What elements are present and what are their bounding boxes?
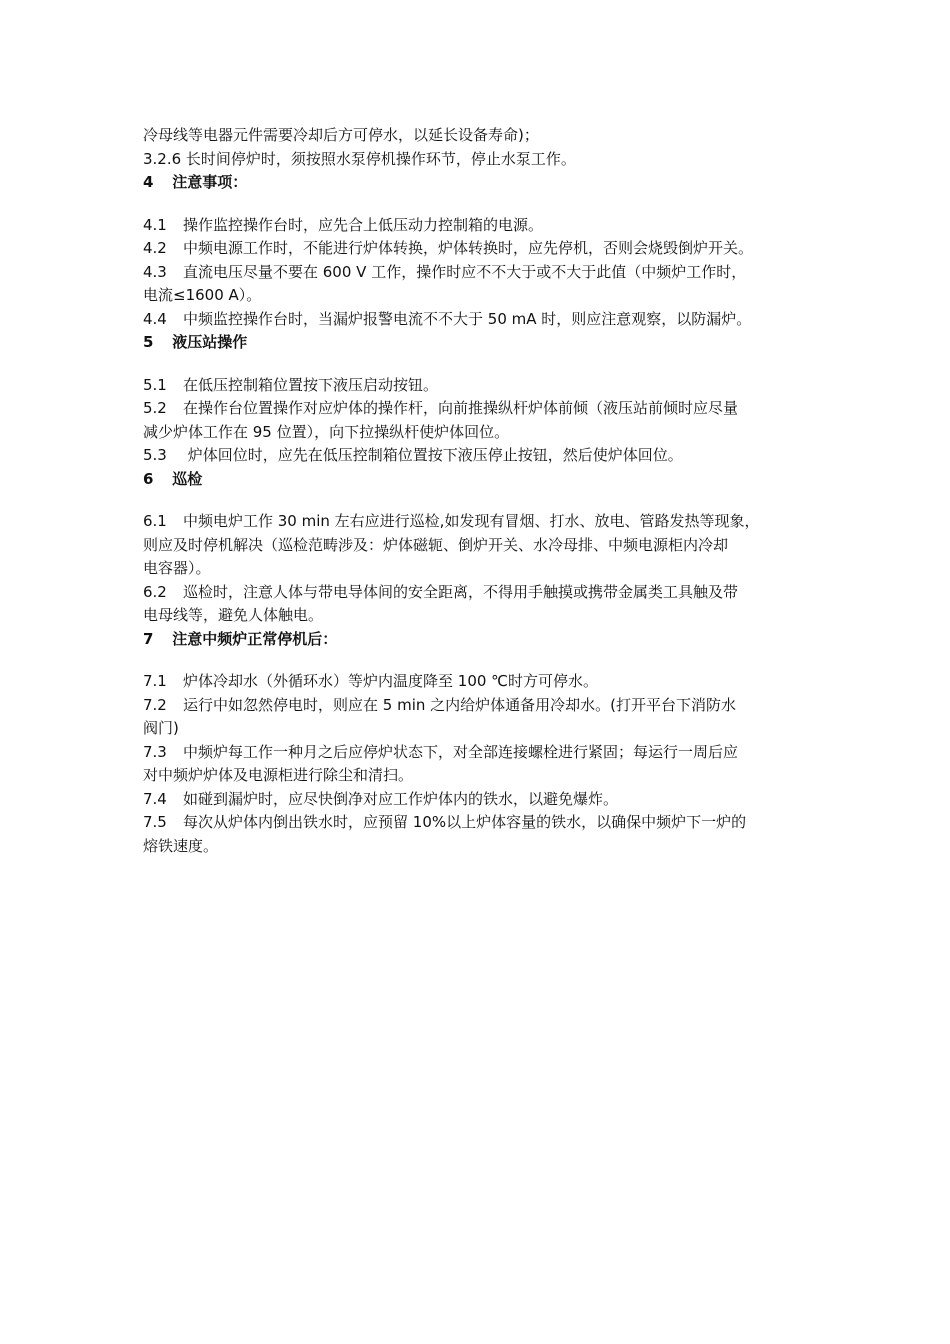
item-number: 4.2 [143,239,167,257]
section-title: 巡检 [172,469,203,488]
document-body [143,124,818,858]
item-text: 巡检时，注意人体与带电导体间的安全距离，不得用手触摸或携带金属类工具触及带 [183,582,739,601]
item-text: 运行中如忽然停电时，则应在 5 min 之内给炉体通备用冷却水。(打开平台下消防水 [183,695,736,714]
item-text: 每次从炉体内倒出铁水时，应预留 10%以上炉体容量的铁水，以确保中频炉下一炉的 [183,813,747,831]
item-number: 7.3 [143,742,167,761]
intro-paragraph [143,124,818,171]
section-heading [143,628,818,652]
item-number: 7.2 [143,695,167,714]
list-item [143,444,818,468]
section-heading [143,468,818,492]
item-text: 阀门) [143,719,179,737]
list-item [143,237,818,261]
list-item [143,510,818,581]
item-text: 中频电炉工作 30 min 左右应进行巡检,如发现有冒烟、打水、放电、管路发热等现象， [183,512,760,530]
item-number: 5.1 [143,375,167,394]
item-text: 电母线等，避免人体触电。 [143,606,324,624]
item-text: 炉体冷却水（外循环水）等炉内温度降至 100 ℃时方可停水。 [183,672,599,690]
list-item [143,811,818,858]
item-text: 炉体回位时，应先在低压控制箱位置按下液压停止按钮，然后使炉体回位。 [183,446,683,464]
item-text: 减少炉体工作在 95 位置），向下拉操纵杆使炉体回位。 [143,422,510,441]
list-item [143,308,818,332]
list-item [143,397,818,444]
item-text: 中频电源工作时，不能进行炉体转换，炉体转换时，应先停机，否则会烧毁倒炉开关。 [183,239,754,257]
item-number: 4.1 [143,215,167,234]
list-item [143,670,818,694]
intro-line: 冷母线等电器元件需要冷却后方可停水，以延长设备寿命)； [143,126,539,144]
section-title: 液压站操作 [172,333,248,351]
intro-line: 3.2.6 长时间停炉时，须按照水泵停机操作环节，停止水泵工作。 [143,149,576,168]
item-number: 6.2 [143,582,167,601]
item-text: 直流电压尽量不要在 600 V 工作，操作时应不不大于或不大于此值（中频炉工作时， [183,262,747,281]
item-text: 则应及时停机解决（巡检范畴涉及：炉体磁轭、倒炉开关、水冷母排、中频电源柜内冷却 [143,535,729,554]
item-text: 电容器）。 [143,559,211,577]
item-number: 6.1 [143,512,167,530]
list-item [143,374,818,398]
section-number: 4 [143,173,154,191]
list-item [143,694,818,741]
list-item [143,741,818,788]
item-number: 4.3 [143,262,167,281]
item-text: 操作监控操作台时，应先合上低压动力控制箱的电源。 [183,215,544,234]
item-text: 熔铁速度。 [143,836,219,855]
list-item [143,788,818,812]
item-text: 如碰到漏炉时，应尽快倒净对应工作炉体内的铁水，以避免爆炸。 [183,789,619,808]
item-number: 4.4 [143,309,167,328]
section-heading [143,331,818,355]
section-heading [143,171,818,195]
section-title: 注意事项： [172,173,248,191]
list-item [143,214,818,238]
item-text: 在操作台位置操作对应炉体的操作杆，向前推操纵杆炉体前倾（液压站前倾时应尽量 [183,399,739,417]
item-text: 中频监控操作台时，当漏炉报警电流不不大于 50 mA 时，则应注意观察，以防漏炉。 [183,309,752,328]
item-number: 7.4 [143,789,167,808]
list-item [143,261,818,308]
item-text: 中频炉每工作一种月之后应停炉状态下，对全部连接螺栓进行紧固；每运行一周后应 [183,742,739,761]
item-number: 5.3 [143,446,167,464]
item-number: 5.2 [143,399,167,417]
item-text: 电流≤1600 A）。 [143,286,262,304]
section-number: 5 [143,333,154,351]
section-title: 注意中频炉正常停机后： [172,629,338,648]
item-number: 7.1 [143,672,167,690]
item-number: 7.5 [143,813,167,831]
item-text: 在低压控制箱位置按下液压启动按钮。 [183,375,439,394]
section-number: 6 [143,469,154,488]
section-number: 7 [143,629,154,648]
item-text: 对中频炉炉体及电源柜进行除尘和清扫。 [143,766,414,784]
list-item [143,581,818,628]
